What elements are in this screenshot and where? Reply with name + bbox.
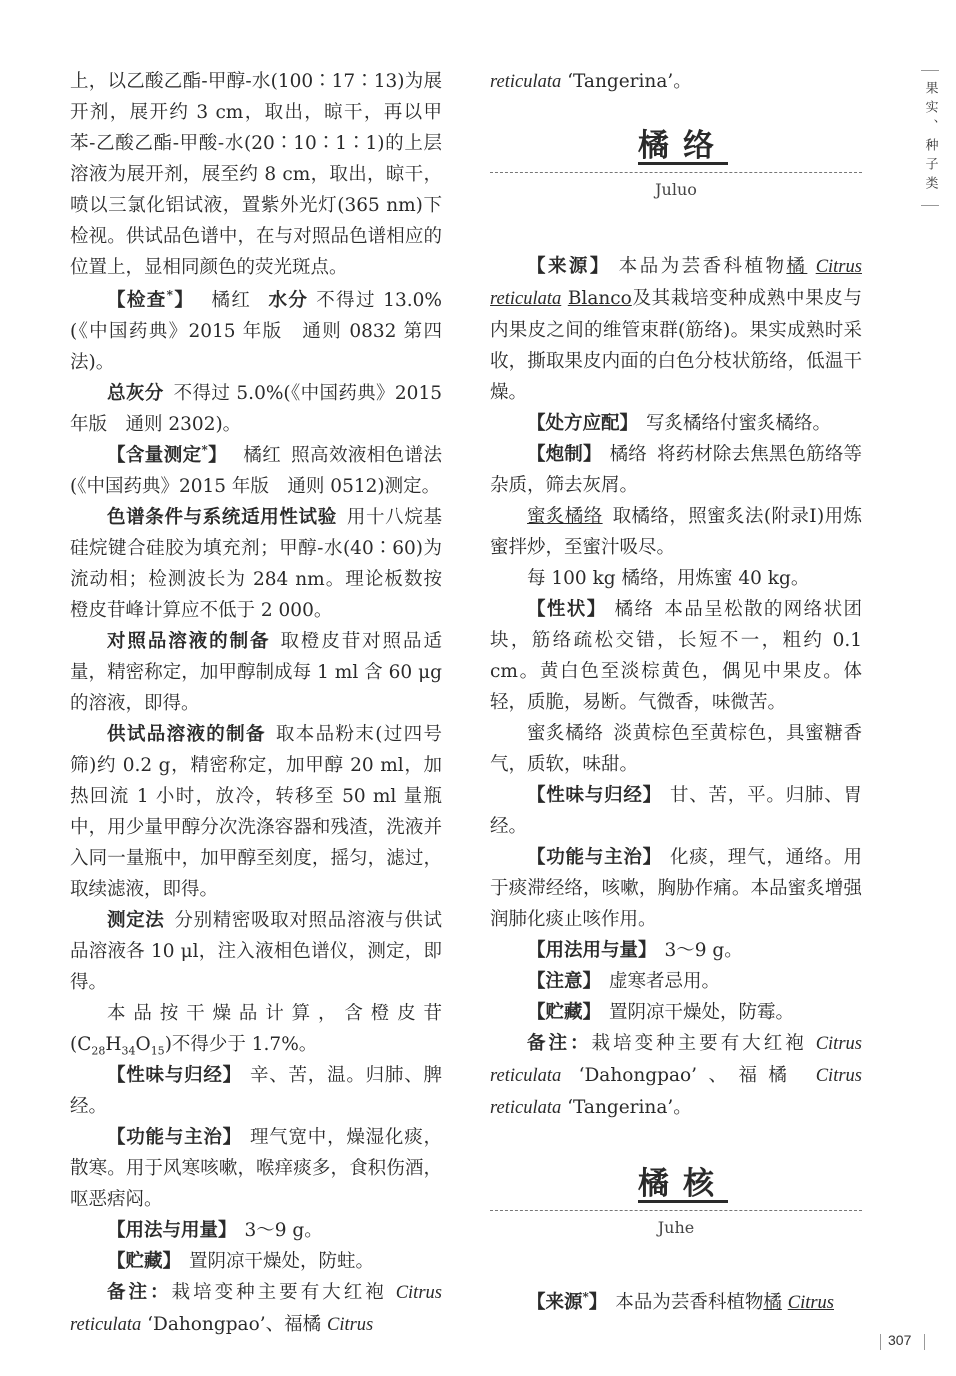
section-gongneng — [490, 842, 862, 935]
section-mizhi — [490, 501, 862, 563]
item-heading: 供试品溶液的制备 — [107, 724, 266, 745]
latin-name: reticulata — [490, 72, 562, 92]
latin-name: Citrus reticulata — [490, 1066, 862, 1118]
entry-title: 橘络 — [638, 128, 728, 164]
section-yongfa — [490, 935, 862, 966]
section-text: 置阴凉干燥处，防蛀。 — [189, 1251, 375, 1272]
section-text: 淡黄棕色至黄棕色，具蜜糖香气，质软，味甜。 — [490, 723, 862, 775]
right-column — [490, 66, 862, 1319]
section-tag-chufang: 【处方应配】 — [527, 413, 639, 434]
section-xingzhuang — [490, 594, 862, 718]
section-text: 3～9 g。 — [664, 940, 743, 961]
entry-title: 橘核 — [638, 1166, 728, 1202]
entry-pinyin: Juluo — [655, 180, 697, 199]
section-laiyuan-juhe: 【来源*】 本品为芸香科植物橘 Citrus — [527, 1289, 835, 1313]
section-chufang — [490, 408, 862, 439]
section-tag-xingwei: 【性味与归经】 — [107, 1065, 242, 1086]
subject-label: 橘络 — [609, 444, 647, 465]
section-text: 取橙皮苷对照品适量，精密称定，加甲醇制成每 1 ml 含 60 μg 的溶液，即得。 — [70, 631, 442, 714]
section-zhuyi — [490, 966, 862, 997]
section-gongneng — [70, 1122, 442, 1215]
section-tag-gongneng: 【功能与主治】 — [527, 847, 662, 868]
latin-name: Citrus reticulata — [490, 1034, 862, 1086]
category-label: 果实、种子类 — [922, 81, 938, 195]
section-huifen — [70, 378, 442, 440]
section-tag-laiyuan: 【来源*】 — [527, 1289, 608, 1313]
section-text: 辛、苦，温。归肺、脾经。 — [70, 1065, 442, 1117]
item-heading: 总灰分 — [107, 383, 164, 404]
section-tag-xingzhuang: 【性状】 — [527, 599, 607, 620]
section-text: 本品呈松散的网络状团块，筋络疏松交错，长短不一，粗约 0.1 cm。黄白色至淡棕黄色，偶见中果皮。体轻，质脆，易断。气微香，味微苦。 — [490, 599, 862, 713]
section-text: 置阴凉干燥处，防霉。 — [609, 1002, 795, 1023]
section-zhucang — [490, 997, 862, 1028]
latin-name: Citrus reticulata — [490, 257, 862, 309]
latin-name: Citrus — [326, 1315, 374, 1335]
subject-label: 橘红 — [243, 445, 282, 466]
section-tag-jiancha: 【检查*】 — [107, 287, 195, 311]
section-tag-xingwei: 【性味与归经】 — [527, 785, 662, 806]
title-divider — [490, 172, 862, 173]
section-result: 本品按干燥品计算，含橙皮苷$(C_{28}H_{34}O_{15})$不得少于 1.7%。 — [70, 1003, 442, 1058]
page-number: 307 — [888, 1332, 912, 1348]
section-tag-yongfa: 【用法与用量】 — [107, 1220, 237, 1241]
category-sidebar — [918, 70, 942, 206]
item-heading: 测定法 — [107, 910, 165, 931]
section-text: 取本品粉末(过四号筛)约 0.2 g，精密称定，加甲醇 20 ml，加热回流 1 小时，放冷，转移至 50 ml 量瓶中，用少量甲醇分次洗涤容器和残渣，洗液并入同一量瓶中，加甲醇至刻度，摇匀，滤过，取续滤液，即得。 — [70, 724, 442, 900]
entry-header-juluo — [490, 124, 862, 205]
section-paozhi — [490, 439, 862, 501]
section-yongfa — [70, 1215, 442, 1246]
latin-name: Citrus — [787, 1293, 835, 1313]
section-tag-zhucang: 【贮藏】 — [107, 1251, 182, 1272]
item-heading: 水分 — [268, 290, 309, 311]
section-tag-gongneng: 【功能与主治】 — [107, 1127, 242, 1148]
section-tag-zhucang: 【贮藏】 — [527, 1002, 602, 1023]
section-text: 不得过 13.0%(《中国药典》2015 年版 通则 0832 第四法)。 — [70, 290, 442, 373]
section-text: 将药材除去焦黑色筋络等杂质，筛去灰屑。 — [490, 444, 862, 496]
item-heading: 备注： — [107, 1282, 172, 1303]
entry-pinyin: Juhe — [657, 1218, 695, 1237]
latin-name: Citrus reticulata — [70, 1283, 442, 1335]
subject-label: 蜜炙橘络 — [527, 723, 604, 744]
entry-header-juhe — [490, 1162, 862, 1243]
section-text: 取橘络，照蜜炙法(附录Ⅰ)用炼蜜拌炒，至蜜汁吸尽。 — [490, 506, 862, 558]
section-laiyuan: 【来源】 本品为芸香科植物橘 Citrus reticulata Blanco及其栽培变种成熟中果皮与内果皮之间的维管束群(筋络)。果实成熟时采收，撕取果皮内面的白色分枝状筋络，低温干燥。 — [490, 256, 862, 403]
item-heading: 色谱条件与系统适用性试验 — [107, 507, 337, 528]
section-text: 分别精密吸取对照品溶液与供试品溶液各 10 μl，注入液相色谱仪，测定，即得。 — [70, 910, 442, 993]
sidebar-rule-bottom — [921, 205, 939, 206]
title-divider — [490, 1210, 862, 1211]
section-text: 用十八烷基硅烷键合硅胶为填充剂；甲醇-水(40∶60)为流动相；检测波长为 284 nm。理论板数按橙皮苷峰计算应不低于 2 000。 — [70, 507, 442, 621]
section-tag-paozhi: 【炮制】 — [527, 444, 602, 465]
section-tag-yongfa: 【用法用与量】 — [527, 940, 657, 961]
section-zhucang — [70, 1246, 442, 1277]
section-text: 3～9 g。 — [244, 1220, 323, 1241]
subject-label: 橘红 — [211, 290, 252, 311]
section-text: 虚寒者忌用。 — [609, 971, 721, 992]
section-xingwei — [490, 780, 862, 842]
section-text: 写炙橘络付蜜炙橘络。 — [646, 413, 832, 434]
section-duizhao — [70, 626, 442, 719]
paragraph-tlc-procedure: 上，以乙酸乙酯-甲醇-水(100∶17∶13)为展开剂，展开约 3 cm，取出，晾干，再以甲苯-乙酸乙酯-甲酸-水(20∶10∶1∶1)的上层溶液为展开剂，展至约 8 cm，取出，晾干，喷以三氯化铝试液，置紫外光灯(365 nm)下检视。供试品色谱中，在与对照品色谱相应的位置上，显相同颜色的荧光斑点。 — [70, 71, 442, 278]
section-sepu — [70, 502, 442, 626]
section-xingwei — [70, 1060, 442, 1122]
left-column — [70, 66, 442, 1341]
section-mizhi-ratio: 每 100 kg 橘络，用炼蜜 40 kg。 — [527, 568, 810, 589]
section-text: 理气宽中，燥湿化痰，散寒。用于风寒咳嗽，喉痒痰多，食积伤酒，呕恶痞闷。 — [70, 1127, 442, 1210]
item-heading: 备注： — [527, 1033, 592, 1054]
section-beizhu: 备注：栽培变种主要有大红袍 Citrus reticulata ‘Dahongpao’、福橘 Citrus reticulata ‘Tangerina’。 — [490, 1033, 862, 1118]
continued-text: reticulata ‘Tangerina’。 — [490, 71, 692, 92]
section-tag-laiyuan: 【来源】 — [527, 256, 611, 277]
subject-label: 橘络 — [614, 599, 655, 620]
subject-label: 蜜炙橘络 — [527, 506, 603, 527]
section-tag-hanliang: 【含量测定*】 — [107, 442, 228, 466]
section-text: 照高效液相色谱法(《中国药典》2015 年版 通则 0512)测定。 — [70, 445, 442, 497]
section-tag-zhuyi: 【注意】 — [527, 971, 602, 992]
sidebar-rule-top — [921, 70, 939, 71]
section-text: 甘、苦，平。归肺、胃经。 — [490, 785, 862, 837]
section-text: 化痰，理气，通络。用于痰滞经络，咳嗽，胸胁作痛。本品蜜炙增强润肺化痰止咳作用。 — [490, 847, 862, 930]
section-text: 不得过 5.0%(《中国药典》2015 年版 通则 2302)。 — [70, 383, 442, 435]
section-jiancha — [70, 285, 442, 378]
item-heading: 对照品溶液的制备 — [107, 631, 271, 652]
section-gongshi — [70, 719, 442, 905]
section-beizhu: 备注：栽培变种主要有大红袍 Citrus reticulata ‘Dahongpao’、福橘 Citrus — [70, 1282, 442, 1335]
section-mizhi2 — [490, 718, 862, 780]
section-ceding — [70, 905, 442, 998]
section-hanliang — [70, 440, 442, 502]
